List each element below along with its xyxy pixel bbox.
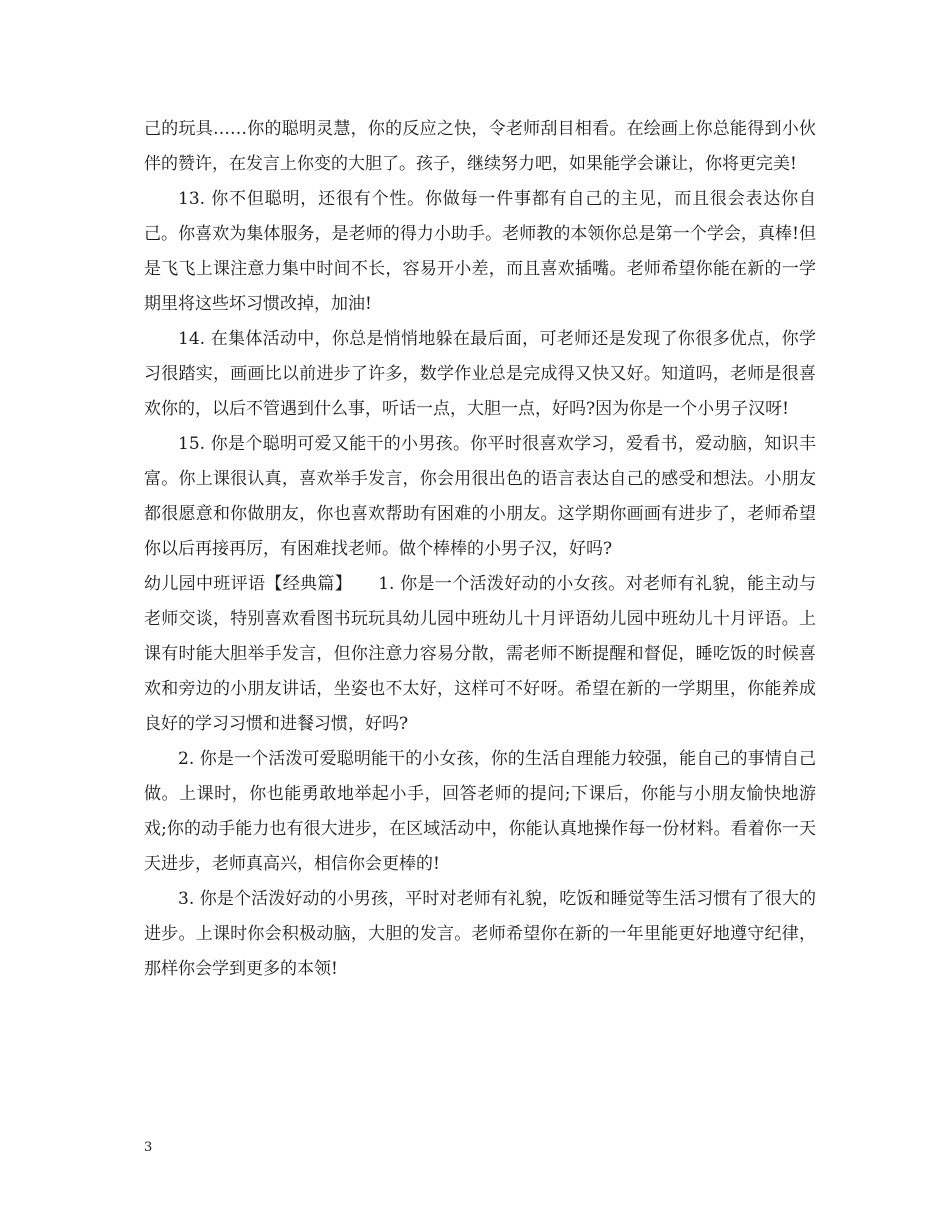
document-body	[144, 112, 816, 987]
paragraph-continuation: 己的玩具……你的聪明灵慧，你的反应之快，令老师刮目相看。在绘画上你总能得到小伙伴的赞许，在发言上你变的大胆了。孩子，继续努力吧，如果能学会谦让，你将更完美!	[144, 119, 816, 174]
paragraph-comment-3: 3. 你是个活泼好动的小男孩，平时对老师有礼貌，吃饭和睡觉等生活习惯有了很大的进步。上课时你会积极动脑，大胆的发言。老师希望你在新的一年里能更好地遵守纪律，那样你会学到更多的本领!	[144, 889, 816, 979]
paragraph-section-heading: 幼儿园中班评语【经典篇】 1. 你是一个活泼好动的小女孩。对老师有礼貌，能主动与老师交谈，特别喜欢看图书玩玩具幼儿园中班幼儿十月评语幼儿园中班幼儿十月评语。上课有时能大胆举手发言，但你注意力容易分散，需老师不断提醒和督促，睡吃饭的时候喜欢和旁边的小朋友讲话，坐姿也不太好，这样可不好呀。希望在新的一学期里，你能养成良好的学习习惯和进餐习惯，好吗?	[144, 574, 816, 734]
paragraph-comment-2: 2. 你是一个活泼可爱聪明能干的小女孩，你的生活自理能力较强，能自己的事情自己做。上课时，你也能勇敢地举起小手，回答老师的提问;下课后，你能与小朋友愉快地游戏;你的动手能力也有很大进步，在区域活动中，你能认真地操作每一份材料。看着你一天天进步，老师真高兴，相信你会更棒的!	[144, 749, 816, 874]
paragraph-comment-13: 13. 你不但聪明，还很有个性。你做每一件事都有自己的主见，而且很会表达你自己。你喜欢为集体服务，是老师的得力小助手。老师教的本领你总是第一个学会，真棒!但是飞飞上课注意力集中时间不长，容易开小差，而且喜欢插嘴。老师希望你能在新的一学期里将这些坏习惯改掉，加油!	[144, 189, 816, 314]
page-number: 3	[144, 1140, 153, 1155]
paragraph-comment-14: 14. 在集体活动中，你总是悄悄地躲在最后面，可老师还是发现了你很多优点，你学习很踏实，画画比以前进步了许多，数学作业总是完成得又快又好。知道吗，老师是很喜欢你的，以后不管遇到什么事，听话一点，大胆一点，好吗?因为你是一个小男子汉呀!	[144, 329, 816, 419]
paragraph-comment-15: 15. 你是个聪明可爱又能干的小男孩。你平时很喜欢学习，爱看书，爱动脑，知识丰富。你上课很认真，喜欢举手发言，你会用很出色的语言表达自己的感受和想法。小朋友都很愿意和你做朋友，你也喜欢帮助有困难的小朋友。这学期你画画有进步了，老师希望你以后再接再厉，有困难找老师。做个棒棒的小男子汉，好吗?	[144, 434, 816, 559]
